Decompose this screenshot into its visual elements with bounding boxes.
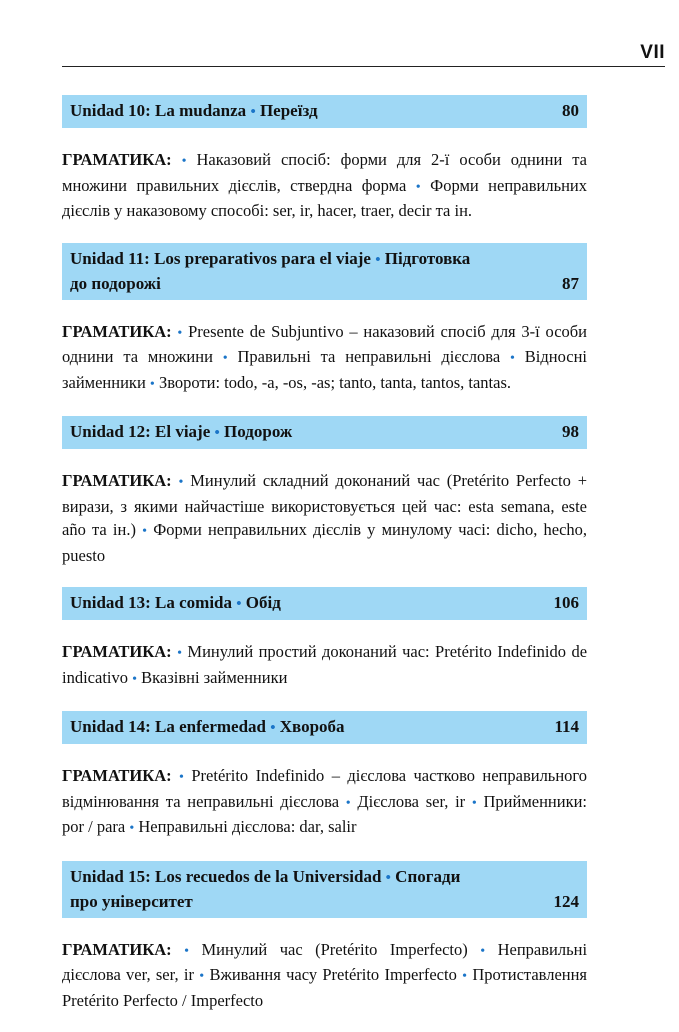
- unit-title-ua: Обід: [245, 593, 281, 612]
- bullet-icon: •: [177, 325, 183, 341]
- grammar-block-15: [62, 938, 587, 1013]
- unit-page: 114: [554, 717, 579, 736]
- grammar-label: ГРАМАТИКА:: [62, 939, 172, 959]
- bullet-icon: •: [480, 943, 486, 959]
- unit-page: 98: [562, 422, 579, 441]
- unit-title-ua: Хвороба: [279, 717, 345, 736]
- grammar-item: Прийменники: por / para: [62, 791, 588, 836]
- grammar-item: Вживання часу Pretérito Imperfecto: [209, 965, 457, 984]
- grammar-item: Наказовий спосіб: форми для 2-ї особи однини та множини правильних дієслів, ствердна форма: [62, 150, 587, 195]
- table-of-contents: [62, 95, 587, 1032]
- bullet-icon: •: [222, 351, 228, 366]
- unit-page: 124: [553, 891, 579, 911]
- unit-title: Unidad 13: La comida: [70, 593, 232, 612]
- grammar-label: ГРАМАТИКА:: [62, 766, 172, 785]
- grammar-item: Pretérito Indefinido – дієслова частково неправильного відмінювання та неправильні дієслова: [62, 766, 588, 811]
- grammar-item: Неправильні дієслова ver, ser, ir: [62, 939, 588, 984]
- bullet-icon: •: [471, 795, 477, 811]
- grammar-item: Дієслова ser, ir: [357, 791, 466, 811]
- grammar-item: Форми неправильних дієслів у минулому часі: dicho, hecho, puesto: [62, 520, 588, 565]
- grammar-item: Вказівні займенники: [141, 667, 288, 687]
- unit-title-ua: Переїзд: [259, 101, 318, 120]
- bullet-icon: •: [149, 376, 155, 392]
- grammar-item: Протиставлення Pretérito Perfecto / Imperfecto: [62, 965, 588, 1010]
- grammar-item: Неправильні дієслова: dar, salir: [138, 817, 357, 836]
- unit-header-11[interactable]: [62, 243, 587, 300]
- grammar-item: Звороти: todo, -a, -os, -as; tanto, tanta, tantos, tantas.: [158, 372, 512, 392]
- unit-title: Unidad 14: La enfermedad: [70, 717, 266, 736]
- bullet-icon: •: [510, 351, 515, 366]
- unit-page: 87: [562, 273, 579, 293]
- grammar-item: Минулий складний доконаний час (Pretérito Perfecto + вирази, з якими найчастіше використовується цей час: esta semana, este año та ін.): [62, 471, 588, 539]
- bullet-icon: •: [385, 869, 391, 886]
- unit-title-ua-cont: до подорожі: [70, 273, 161, 293]
- bullet-icon: •: [236, 596, 242, 612]
- grammar-block-10: [62, 148, 587, 223]
- bullet-icon: •: [142, 524, 148, 539]
- bullet-icon: •: [375, 251, 381, 268]
- bullet-icon: •: [345, 795, 351, 811]
- grammar-item: Відносні займенники: [62, 347, 587, 392]
- bullet-icon: •: [199, 969, 205, 984]
- unit-title: Unidad 12: El viaje: [70, 422, 211, 441]
- bullet-icon: •: [178, 475, 184, 490]
- bullet-icon: •: [250, 104, 256, 120]
- grammar-item: Правильні та неправильні дієслова: [237, 347, 501, 366]
- bullet-icon: •: [181, 154, 187, 169]
- grammar-label: ГРАМАТИКА:: [62, 642, 172, 661]
- header-rule: [62, 66, 665, 67]
- unit-title: Unidad 10: La mudanza: [70, 101, 247, 120]
- bullet-icon: •: [462, 969, 468, 984]
- unit-header-13[interactable]: [62, 587, 587, 620]
- unit-header-14[interactable]: [62, 711, 587, 744]
- grammar-item: Форми неправильних дієслів у наказовому способі: ser, ir, hacer, traer, decir та ін.: [62, 175, 588, 220]
- grammar-block-12: [62, 469, 587, 567]
- bullet-icon: •: [415, 179, 421, 195]
- unit-title-ua-cont: про університет: [70, 891, 193, 911]
- bullet-icon: •: [177, 646, 182, 661]
- grammar-label: ГРАМАТИКА:: [62, 321, 172, 341]
- grammar-item: Presente de Subjuntivo – наказовий спосіб для 3-ї особи однини та множини: [62, 321, 587, 366]
- unit-title-ua: Подорож: [224, 422, 293, 441]
- grammar-block-13: [62, 640, 587, 691]
- bullet-icon: •: [132, 671, 138, 687]
- bullet-icon: •: [270, 720, 276, 736]
- unit-title: Unidad 15: Los recuedos de la Universidad: [70, 866, 382, 886]
- unit-header-15[interactable]: [62, 861, 587, 918]
- grammar-label: ГРАМАТИКА:: [62, 471, 172, 490]
- bullet-icon: •: [129, 821, 135, 836]
- grammar-block-11: [62, 320, 587, 397]
- unit-header-10[interactable]: [62, 95, 587, 128]
- bullet-icon: •: [214, 425, 220, 441]
- grammar-block-14: [62, 764, 587, 841]
- bullet-icon: •: [184, 943, 190, 959]
- bullet-icon: •: [179, 770, 184, 785]
- unit-page: 80: [562, 101, 579, 120]
- grammar-item: Минулий час (Pretérito Imperfecto): [201, 939, 468, 959]
- unit-title: Unidad 11: Los preparativos para el viaje: [70, 248, 371, 268]
- grammar-label: ГРАМАТИКА:: [62, 150, 172, 169]
- unit-page: 106: [553, 593, 579, 612]
- unit-title-ua: Спогади: [395, 866, 461, 886]
- unit-title-ua: Підготовка: [384, 248, 471, 268]
- unit-header-12[interactable]: [62, 416, 587, 449]
- grammar-item: Минулий простий доконаний час: Pretérito Indefinido de indicativo: [62, 642, 588, 687]
- page-number: VII: [640, 42, 665, 63]
